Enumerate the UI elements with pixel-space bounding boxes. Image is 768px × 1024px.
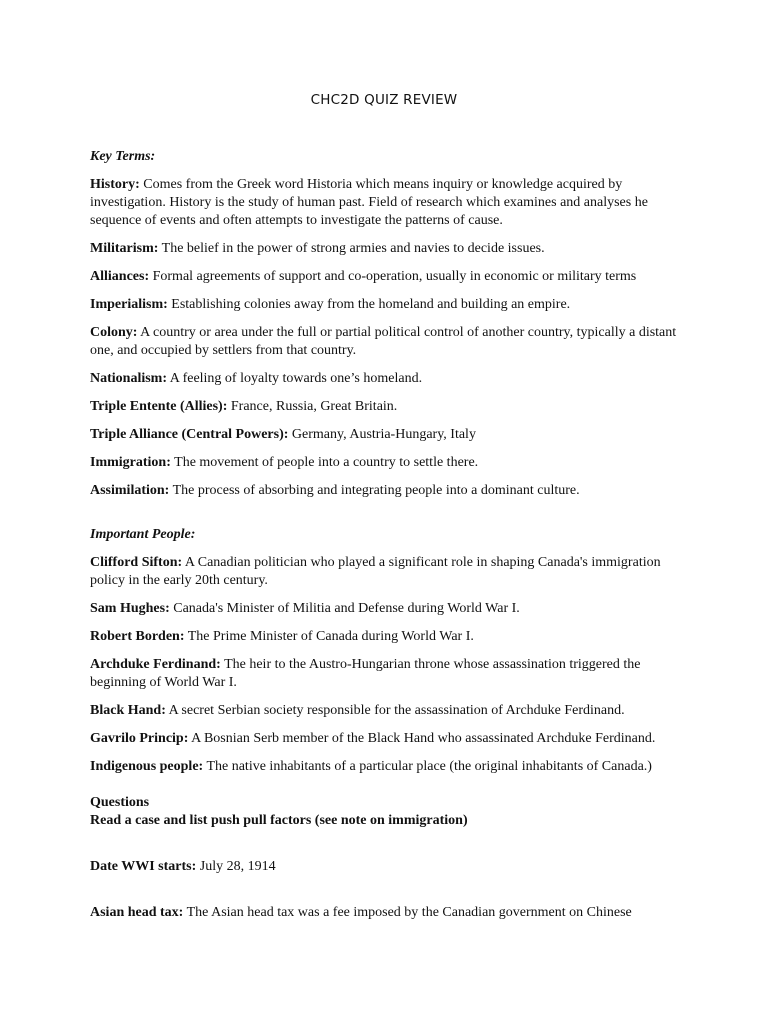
important-people-heading: Important People: bbox=[90, 527, 196, 542]
term-label: Alliances: bbox=[90, 269, 150, 284]
person-entry bbox=[90, 554, 680, 590]
term-definition: Germany, Austria-Hungary, Italy bbox=[288, 427, 476, 442]
question-answer: The Asian head tax was a fee imposed by the Canadian government on Chinese bbox=[183, 905, 632, 920]
person-name: Black Hand: bbox=[90, 703, 166, 718]
section-spacer bbox=[90, 510, 680, 526]
term-definition: France, Russia, Great Britain. bbox=[227, 399, 398, 414]
key-terms-heading: Key Terms: bbox=[90, 149, 156, 164]
term-label: History: bbox=[90, 177, 140, 192]
person-description: The heir to the Austro-Hungarian throne whose assassination triggered the beginning of World War I. bbox=[90, 657, 641, 690]
person-description: Canada's Minister of Militia and Defense during World War I. bbox=[169, 601, 520, 616]
term-entry bbox=[90, 268, 680, 286]
term-entry bbox=[90, 370, 680, 388]
person-description: A Bosnian Serb member of the Black Hand who assassinated Archduke Ferdinand. bbox=[188, 731, 656, 746]
questions-heading: Questions bbox=[90, 795, 150, 810]
document-title: CHC2D QUIZ REVIEW bbox=[310, 92, 458, 108]
person-entry bbox=[90, 600, 680, 618]
person-name: Gavrilo Princip: bbox=[90, 731, 189, 746]
person-entry bbox=[90, 702, 680, 720]
term-definition: Formal agreements of support and co-operation, usually in economic or military terms bbox=[149, 269, 637, 284]
term-label: Immigration: bbox=[90, 455, 171, 470]
questions-section bbox=[90, 794, 680, 830]
person-name: Sam Hughes: bbox=[90, 601, 170, 616]
person-name: Robert Borden: bbox=[90, 629, 185, 644]
question-entry bbox=[90, 858, 680, 876]
person-entry bbox=[90, 758, 680, 776]
section-spacer bbox=[90, 786, 680, 794]
document-body bbox=[90, 148, 680, 932]
person-description: The native inhabitants of a particular place (the original inhabitants of Canada.) bbox=[203, 759, 652, 774]
term-entry bbox=[90, 398, 680, 416]
term-definition: A feeling of loyalty towards one’s homeland. bbox=[167, 371, 423, 386]
person-description: A Canadian politician who played a significant role in shaping Canada's immigration policy in the early 20th century. bbox=[90, 555, 661, 588]
term-definition: A country or area under the full or partial political control of another country, typically a distant one, and occupied by settlers from that country. bbox=[90, 325, 677, 358]
question-entry bbox=[90, 904, 680, 922]
term-label: Triple Alliance (Central Powers): bbox=[90, 427, 289, 442]
person-entry bbox=[90, 628, 680, 646]
person-description: The Prime Minister of Canada during World War I. bbox=[184, 629, 474, 644]
term-entry bbox=[90, 324, 680, 360]
person-name: Clifford Sifton: bbox=[90, 555, 183, 570]
term-entry bbox=[90, 240, 680, 258]
person-entry bbox=[90, 656, 680, 692]
term-definition: The movement of people into a country to settle there. bbox=[170, 455, 479, 470]
term-entry bbox=[90, 296, 680, 314]
term-definition: The process of absorbing and integrating people into a dominant culture. bbox=[169, 483, 580, 498]
person-name: Archduke Ferdinand: bbox=[90, 657, 221, 672]
question-label: Asian head tax: bbox=[90, 905, 184, 920]
person-description: A secret Serbian society responsible for the assassination of Archduke Ferdinand. bbox=[165, 703, 625, 718]
term-label: Nationalism: bbox=[90, 371, 167, 386]
term-label: Imperialism: bbox=[90, 297, 168, 312]
term-definition: Establishing colonies away from the homeland and building an empire. bbox=[167, 297, 571, 312]
term-entry bbox=[90, 454, 680, 472]
term-definition: Comes from the Greek word Historia which means inquiry or knowledge acquired by investigation. History is the study of human past. Field of research which examines and analyses he sequence of events and often attempts to investigate the patterns of cause. bbox=[90, 177, 648, 228]
term-label: Militarism: bbox=[90, 241, 159, 256]
person-entry bbox=[90, 730, 680, 748]
term-entry bbox=[90, 426, 680, 444]
question-answer: July 28, 1914 bbox=[196, 859, 276, 874]
term-label: Triple Entente (Allies): bbox=[90, 399, 228, 414]
question-label: Date WWI starts: bbox=[90, 859, 197, 874]
term-entry bbox=[90, 482, 680, 500]
term-definition: The belief in the power of strong armies and navies to decide issues. bbox=[158, 241, 545, 256]
term-label: Colony: bbox=[90, 325, 138, 340]
term-entry bbox=[90, 176, 680, 230]
term-label: Assimilation: bbox=[90, 483, 170, 498]
question-instruction: Read a case and list push pull factors (see note on immigration) bbox=[90, 813, 468, 828]
person-name: Indigenous people: bbox=[90, 759, 204, 774]
